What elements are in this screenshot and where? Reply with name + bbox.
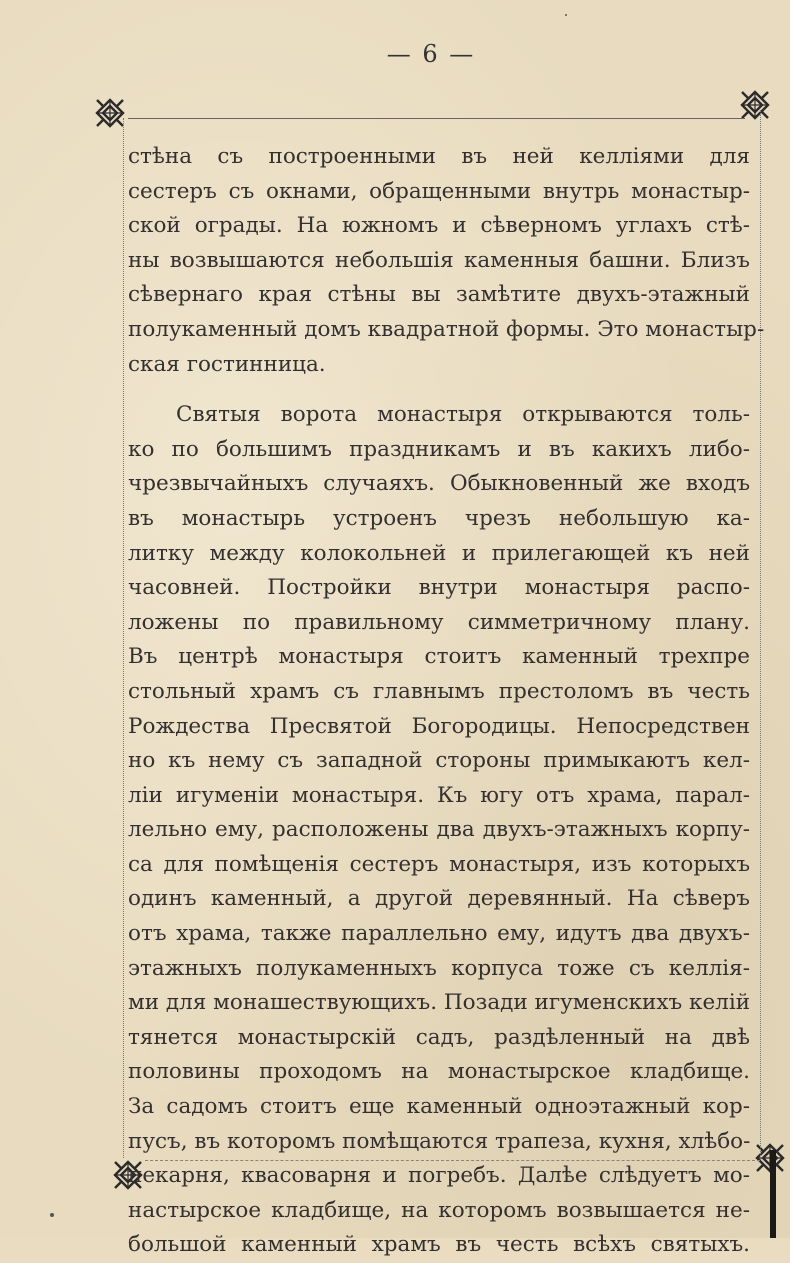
- text-line: часовней. Постройки внутри монастыря распо-: [128, 575, 750, 601]
- binding-edge: [770, 1150, 776, 1238]
- text-line: половины проходомъ на монастырское кладбище.: [128, 1059, 750, 1085]
- text-line: ложены по правильному симметричному плану.: [128, 609, 750, 635]
- text-line: ми для монашествующихъ. Позади игуменскихъ келій: [128, 990, 751, 1016]
- paragraph-2: [128, 398, 750, 1263]
- text-line: полукаменный домъ квадратной формы. Это монастыр-: [128, 316, 765, 342]
- lattice-ornament-icon: [740, 90, 770, 120]
- text-line: Святыя ворота монастыря открываются толь-: [176, 402, 750, 428]
- text-line: отъ храма, также параллельно ему, идутъ два двухъ-: [128, 921, 750, 947]
- text-line: стѣна съ построенными въ ней келліями для: [128, 144, 750, 169]
- text-line: сестеръ съ окнами, обращенными внутрь монастыр-: [128, 178, 750, 204]
- text-line: въ монастырь устроенъ чрезъ небольшую ка-: [128, 505, 750, 531]
- text-line: тянется монастырскій садъ, раздѣленный на двѣ: [128, 1024, 750, 1050]
- text-line: За садомъ стоитъ еще каменный одноэтажный кор-: [128, 1094, 750, 1120]
- text-line: пусъ, въ которомъ помѣщаются трапеза, кухня, хлѣбо-: [128, 1128, 751, 1154]
- text-line: стольный храмъ съ главнымъ престоломъ въ честь: [128, 678, 750, 704]
- paragraph-1: [128, 140, 765, 382]
- text-line: большой каменный храмъ въ честь всѣхъ святыхъ.: [128, 1232, 750, 1258]
- right-border-rule: [760, 110, 761, 1160]
- text-line: ко по большимъ праздникамъ и въ какихъ либо-: [128, 436, 750, 462]
- text-line: этажныхъ полукаменныхъ корпуса тоже съ келлія-: [128, 955, 750, 981]
- text-line: одинъ каменный, а другой деревянный. На сѣверъ: [128, 886, 750, 912]
- text-line: настырское кладбище, на которомъ возвышается не-: [128, 1197, 750, 1223]
- text-line: но къ нему съ западной стороны примыкаютъ кел-: [128, 748, 750, 774]
- text-line: ны возвышаются небольшія каменныя башни. Близъ: [128, 247, 750, 273]
- text-line: ской ограды. На южномъ и сѣверномъ углахъ стѣ-: [128, 213, 750, 239]
- left-border-rule: [123, 118, 124, 1158]
- text-line: ліи игуменіи монастыря. Къ югу отъ храма, парал-: [128, 782, 750, 808]
- text-line: ская гостинница.: [128, 351, 326, 377]
- text-line: пекарня, квасоварня и погребъ. Далѣе слѣдуетъ мо-: [128, 1163, 750, 1189]
- body-text: [128, 140, 765, 1263]
- text-line: лельно ему, расположены два двухъ-этажныхъ корпу-: [128, 817, 750, 843]
- page-number: — 6 —: [386, 40, 476, 68]
- top-border-rule: [128, 118, 745, 119]
- text-line: чрезвычайныхъ случаяхъ. Обыкновенный же входъ: [128, 471, 750, 497]
- paper-speck: [50, 1213, 54, 1217]
- text-line: Рождества Пресвятой Богородицы. Непосредствен: [128, 713, 750, 739]
- text-line: са для помѣщенія сестеръ монастыря, изъ которыхъ: [128, 851, 750, 877]
- paper-speck: [565, 14, 567, 16]
- text-line: Въ центрѣ монастыря стоитъ каменный трехпре: [128, 644, 750, 670]
- text-line: сѣвернаго края стѣны вы замѣтите двухъ-этажный: [128, 282, 750, 308]
- lattice-ornament-icon: [95, 98, 125, 128]
- text-line: литку между колокольней и прилегающей къ ней: [128, 540, 750, 566]
